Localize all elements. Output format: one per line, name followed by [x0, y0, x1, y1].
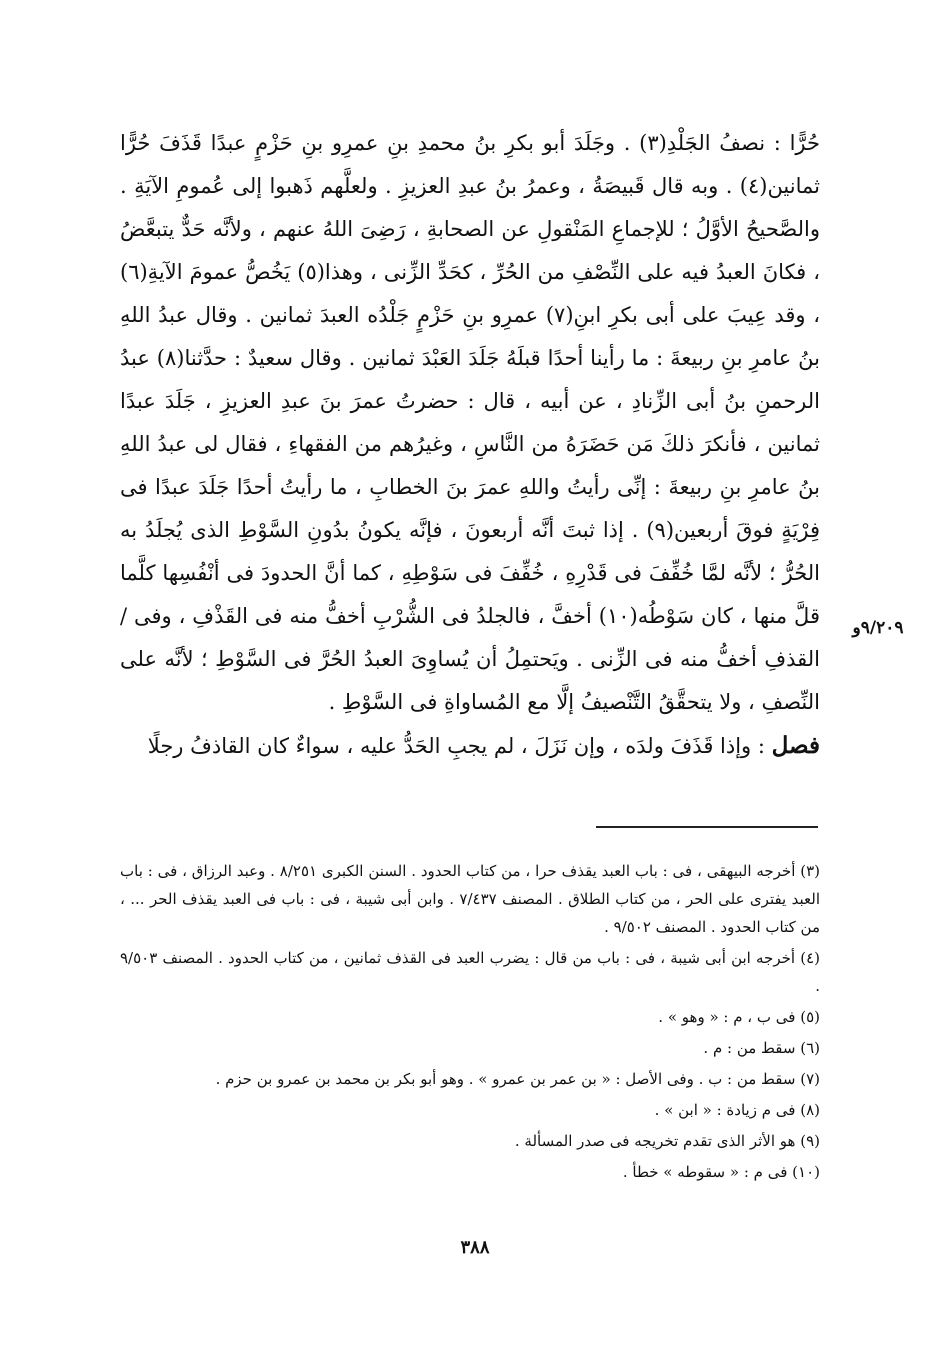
footnote-4: (٤) أخرجه ابن أبى شيبة ، فى : باب من قال : يضرب العبد فى القذف ثمانين ، من كتاب الحدود . المصنف ٩/٥٠٣ .	[120, 949, 820, 995]
margin-folio-note: ٩/٢٠٩و	[852, 618, 904, 638]
footnote-7: (٧) سقط من : ب . وفى الأصل : « بن عمر بن عمرو » . وهو أبو بكر بن محمد بن عمرو بن حزم .	[215, 1070, 820, 1088]
fasl-label: فصل	[771, 732, 820, 759]
footnotes	[120, 857, 820, 1189]
footnote-9: (٩) هو الأثر الذى تقدم تخريجه فى صدر المسألة .	[514, 1132, 820, 1150]
footnote-10: (١٠) فى م : « سقوطه » خطأ .	[622, 1163, 820, 1181]
page-number: ٣٨٨	[460, 1237, 490, 1258]
footnote-8: (٨) فى م زيادة : « ابن » .	[654, 1101, 820, 1119]
fasl-paragraph	[120, 724, 820, 768]
footnote-5: (٥) فى ب ، م : « وهو » .	[658, 1008, 820, 1026]
footnote-3: (٣) أخرجه البيهقى ، فى : باب العبد يقذف حرا ، من كتاب الحدود . السنن الكبرى ٨/٢٥١ . وعبد الرزاق ، فى : باب العبد يفترى على الحر ، من كتاب الطلاق . المصنف ٧/٤٣٧ . وابن أبى شيبة ، فى : باب فى العبد يقذف الحر ... ، من كتاب الحدود . المصنف ٩/٥٠٢ .	[120, 862, 821, 936]
fasl-text: : وإذا قَذَفَ ولدَه ، وإن نَزَلَ ، لم يجبِ الحَدُّ عليه ، سواءٌ كان القاذفُ رجلًا	[147, 734, 765, 758]
main-text	[120, 122, 820, 768]
footnote-separator	[596, 826, 818, 828]
footnote-6: (٦) سقط من : م .	[703, 1039, 820, 1057]
main-paragraph: حُرًّا : نصفُ الجَلْدِ(٣) . وجَلَدَ أبو بكرِ بنُ محمدِ بنِ عمرِو بنِ حَزْمٍ عبدًا قَذَفَ حُرًّا ثمانين(٤) . وبه قال قَبيصَةُ ، وعمرُ بنُ عبدِ العزيزِ . ولعلَّهم ذَهبوا إلى عُمومِ الآيَةِ . والصَّحيحُ الأوَّلُ ؛ للإجماعِ المَنْقولِ عن الصحابةِ ، رَضِىَ اللهُ عنهم ، ولأنَّه حَدٌّ يتبعَّضُ ، فكانَ العبدُ فيه على النِّصْفِ من الحُرِّ ، كحَدِّ الزِّنى ، وهذا(٥) يَخُصُّ عمومَ الآيةِ(٦) ، وقد عِيبَ على أبى بكرِ ابنِ(٧) عمرِو بنِ حَزْمٍ جَلْدُه العبدَ ثمانين . وقال عبدُ اللهِ بنُ عامرِ بنِ ربيعةَ : ما رأينا أحدًا قبلَهُ جَلَدَ العَبْدَ ثمانين . وقال سعيدٌ : حدَّثنا(٨) عبدُ الرحمنِ بنُ أبى الزِّنادِ ، عن أبيه ، قال : حضرتُ عمرَ بنَ عبدِ العزيزِ ، جَلَدَ عبدًا ثمانين ، فأنكرَ ذلكَ مَن حَضَرَهُ من النَّاسِ ، وغيرُهم من الفقهاءِ ، فقال لى عبدُ اللهِ بنُ عامرِ بنِ ربيعةَ : إنِّى رأيتُ واللهِ عمرَ بنَ الخطابِ ، ما رأيتُ أحدًا جَلَدَ عبدًا فى فِرْيَةٍ فوقَ أربعين(٩) . إذا ثبتَ أنَّه أربعونَ ، فإنَّه يكونُ بدُونِ السَّوْطِ الذى يُجلَدُ به الحُرُّ ؛ لأنَّه لمَّا خُفِّفَ فى قَدْرِهِ ، خُفِّفَ فى سَوْطِهِ ، كما أنَّ الحدودَ فى أنْفُسِها كلَّما قلَّ منها ، كان سَوْطُه(١٠) أخفَّ ، فالجلدُ فى الشُّرْبِ أخفُّ منه فى القَذْفِ ، وفى / القذفِ أخفُّ منه فى الزِّنى . ويَحتمِلُ أن يُساوِىَ العبدُ الحُرَّ فى السَّوْطِ ؛ لأنَّه على النِّصفِ ، ولا يتحقَّقُ التَّنْصيفُ إلَّا مع المُساواةِ فى السَّوْطِ .	[120, 131, 821, 714]
